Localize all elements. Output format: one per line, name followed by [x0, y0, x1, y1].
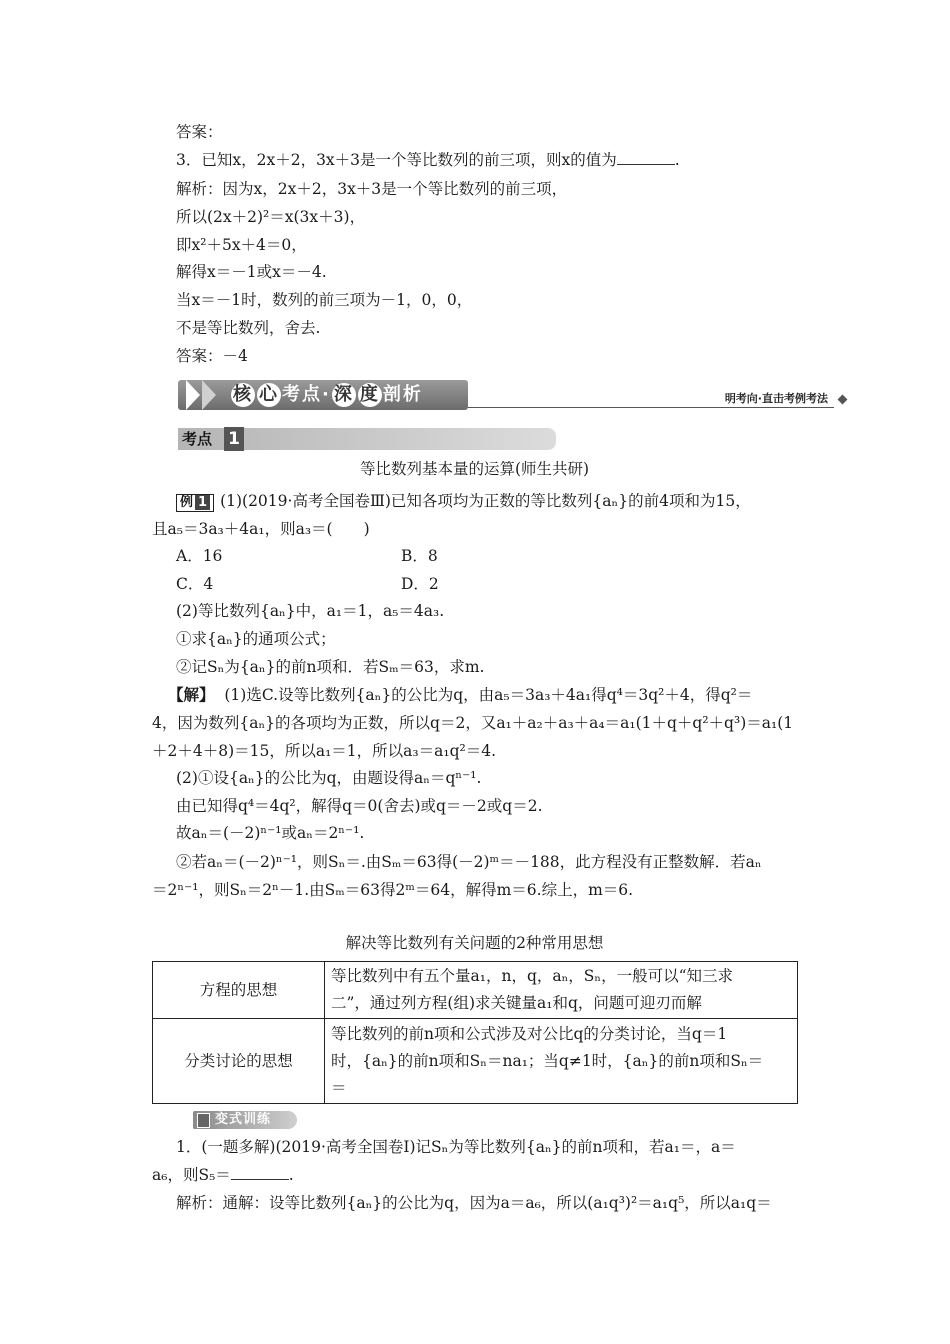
- method-desc-line: 等比数列的前n项和公式涉及对公比q的分类讨论，当q＝1: [331, 1024, 728, 1043]
- option-b: B．8: [401, 547, 438, 565]
- solution-l7: ②若aₙ＝(－2)ⁿ⁻¹，则Sₙ＝.由Sₘ＝63得(－2)ᵐ＝－188，此方程没有正整数解．若aₙ: [176, 853, 762, 871]
- methods-table: [152, 961, 798, 1104]
- method-name: 方程的思想: [153, 962, 325, 1019]
- kaodian-label: 考点: [182, 430, 213, 448]
- practice-p1-b: [152, 1165, 294, 1185]
- example-q1-a: (1)(2019·高考全国卷Ⅲ)已知各项均为正数的等比数列{aₙ}的前4项和为15，: [220, 492, 751, 510]
- diamond-icon: [838, 395, 848, 405]
- method-desc-line: ＝: [331, 1078, 347, 1097]
- solution-line-1: 解析：因为x，2x＋2，3x＋3是一个等比数列的前三项，: [176, 180, 568, 198]
- option-d: D．2: [401, 575, 439, 593]
- solution-l4: (2)①设{aₙ}的公比为q，由题设得aₙ＝qⁿ⁻¹.: [176, 769, 482, 787]
- example-badge: [176, 494, 214, 512]
- option-a: A．16: [176, 547, 223, 565]
- example-q2: (2)等比数列{aₙ}中，a₁＝1，a₅＝4a₃.: [176, 602, 445, 620]
- answer-blank: [231, 1165, 289, 1180]
- question-3: [176, 150, 680, 170]
- solution-l3: ＋2＋4＋8)＝15，所以a₁＝1，所以a₃＝a₁q²＝4.: [152, 742, 497, 760]
- banner-subtitle: 明考向·直击考例考法: [724, 392, 828, 405]
- answer-label: 答案：: [176, 123, 223, 141]
- solution-l1: (1)选C.设等比数列{aₙ}的公比为q，由a₅＝3a₃＋4a₁得q⁴＝3q²＋4，得q²＝: [224, 686, 753, 704]
- section-banner: [178, 378, 846, 412]
- practice-badge-label: 变式训练: [215, 1112, 272, 1127]
- solution-line-3: 即x²＋5x＋4＝0，: [176, 236, 307, 254]
- solution-label: 【解】: [168, 686, 215, 704]
- example-q1-b: 且a₅＝3a₃＋4a₁，则a₃＝( ): [152, 520, 370, 538]
- practice-badge: [193, 1111, 297, 1129]
- practice-p1-a: 1．(一题多解)(2019·高考全国卷Ⅰ)记Sₙ为等比数列{aₙ}的前n项和，若a₁＝，a＝: [176, 1138, 736, 1156]
- banner-rule: [468, 407, 834, 408]
- example-badge-label: 例: [180, 495, 194, 510]
- banner-char: 度: [359, 384, 380, 405]
- solution-line-2: 所以(2x＋2)²＝x(3x＋3)，: [176, 208, 366, 226]
- answer-final: 答案：－4: [176, 347, 248, 365]
- notebook-icon: [197, 1113, 210, 1128]
- answer-blank: [617, 150, 675, 165]
- methods-title: 解决等比数列有关问题的2种常用思想: [345, 934, 604, 952]
- solution-l2: 4，因为数列{aₙ}的各项均为正数，所以q＝2，又a₁＋a₂＋a₃＋a₄＝a₁(1＋q＋q²＋q³)＝a₁(1: [152, 714, 794, 732]
- example-q2-part1: ①求{aₙ}的通项公式；: [176, 630, 336, 648]
- example-q2-part2: ②记Sₙ为{aₙ}的前n项和．若Sₘ＝63，求m.: [176, 658, 485, 676]
- solution-para-1: [168, 685, 752, 705]
- banner-text: 考点·: [282, 384, 331, 405]
- solution-line-4: 解得x＝－1或x＝－4.: [176, 263, 327, 281]
- chevron-icon: [186, 380, 200, 410]
- practice-p1-b-end: .: [288, 1166, 294, 1184]
- section-title: 等比数列基本量的运算(师生共研): [359, 460, 590, 478]
- solution-line-5: 当x＝－1时，数列的前三项为－1，0，0，: [176, 291, 473, 309]
- kaodian-bar: [178, 428, 556, 450]
- banner-char: 核: [233, 384, 253, 405]
- banner-char: 心: [259, 384, 279, 405]
- method-desc-line: 时，{aₙ}的前n项和Sₙ＝na₁；当q≠1时，{aₙ}的前n项和Sₙ＝: [331, 1051, 764, 1070]
- banner-text: 剖析: [382, 384, 423, 405]
- solution-l8: ＝2ⁿ⁻¹，则Sₙ＝2ⁿ－1.由Sₘ＝63得2ᵐ＝64，解得m＝6.综上，m＝6.: [152, 881, 634, 899]
- method-desc-line: 二”，通过列方程(组)求关键量a₁和q，问题可迎刃而解: [331, 994, 702, 1012]
- question-3-end: .: [674, 151, 680, 169]
- method-desc: [325, 962, 798, 1019]
- table-row: [153, 1019, 798, 1104]
- banner-char: 深: [333, 384, 354, 405]
- table-row: [153, 962, 798, 1019]
- practice-p1-c: 解析：通解：设等比数列{aₙ}的公比为q，因为a＝a₆，所以(a₁q³)²＝a₁q⁵，所以a₁q＝: [176, 1194, 772, 1212]
- method-name: 分类讨论的思想: [153, 1019, 325, 1104]
- example-1-line-1: [176, 491, 751, 512]
- example-badge-number: 1: [195, 495, 210, 510]
- question-3-text: 3．已知x，2x＋2，3x＋3是一个等比数列的前三项，则x的值为: [176, 151, 617, 169]
- kaodian-number: 1: [224, 427, 244, 451]
- option-c: C．4: [176, 575, 214, 593]
- banner-title: [230, 380, 423, 410]
- practice-p1-b-text: a₆，则S₅＝: [152, 1166, 231, 1184]
- chevron-icon: [202, 380, 216, 410]
- solution-l5: 由已知得q⁴＝4q²，解得q＝0(舍去)或q＝－2或q＝2.: [176, 797, 543, 815]
- solution-l6: 故aₙ＝(－2)ⁿ⁻¹或aₙ＝2ⁿ⁻¹.: [176, 824, 365, 842]
- solution-line-6: 不是等比数列，舍去.: [176, 319, 321, 337]
- method-desc-line: 等比数列中有五个量a₁，n，q，aₙ，Sₙ，一般可以“知三求: [331, 967, 734, 985]
- method-desc: [325, 1019, 798, 1104]
